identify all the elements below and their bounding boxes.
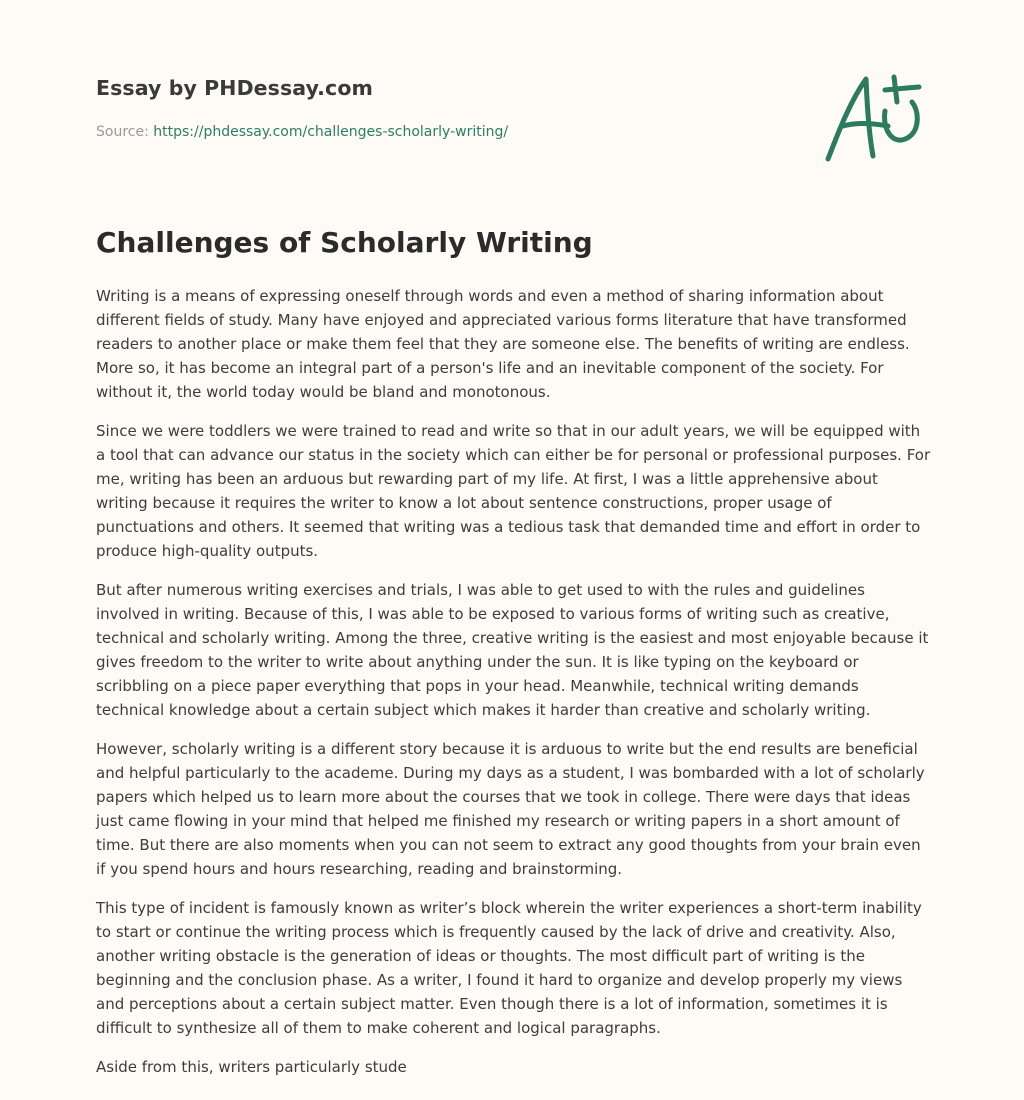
a-plus-logo-icon <box>823 68 927 164</box>
essay-paragraph: Writing is a means of expressing oneself through words and even a method of sharing information about different fields of study. Many have enjoyed and appreciated various forms literature that have transformed readers to another place or make them feel that they are someone else. The benefits of writing are endless. More so, it has become an integral part of a person's life and an inevitable component of the society. For without it, the world today would be bland and monotonous. <box>96 287 910 401</box>
essay-body <box>96 284 931 1094</box>
essay-paragraph: But after numerous writing exercises and trials, I was able to get used to with the rules and guidelines involved in writing. Because of this, I was able to be exposed to various forms of writing such as creative, technical and scholarly writing. Among the three, creative writing is the easiest and most enjoyable because it gives freedom to the writer to write about anything under the sun. It is like typing on the keyboard or scribbling on a piece paper everything that pops in your head. Meanwhile, technical writing demands technical knowledge about a certain subject which makes it harder than creative and scholarly writing. <box>96 581 929 719</box>
essay-brand: Essay by PHDessay.com <box>96 76 373 100</box>
essay-title: Challenges of Scholarly Writing <box>96 226 593 259</box>
essay-paragraph: Since we were toddlers we were trained to read and write so that in our adult years, we will be equipped with a tool that can advance our status in the society which can either be for personal or professional purposes. For me, writing has been an arduous but rewarding part of my life. At first, I was a little apprehensive about writing because it requires the writer to know a lot about sentence constructions, proper usage of punctuations and others. It seemed that writing was a tedious task that demanded time and effort in order to produce high-quality outputs. <box>96 422 931 560</box>
essay-paragraph: This type of incident is famously known as writer’s block wherein the writer experiences a short-term inability to start or continue the writing process which is frequently caused by the lack of drive and creativity. Also, another writing obstacle is the generation of ideas or thoughts. The most difficult part of writing is the beginning and the conclusion phase. As a writer, I found it hard to organize and develop properly my views and perceptions about a certain subject matter. Even though there is a lot of information, sometimes it is difficult to synthesize all of them to make coherent and logical paragraphs. <box>96 899 922 1037</box>
source-label: Source: <box>96 124 149 140</box>
essay-paragraph: However, scholarly writing is a different story because it is arduous to write but the end results are beneficial and helpful particularly to the academe. During my days as a student, I was bombarded with a lot of scholarly papers which helped us to learn more about the courses that we took in college. There were days that ideas just came flowing in your mind that helped me finished my research or writing papers in a short amount of time. But there are also moments when you can not seem to extract any good thoughts from your brain even if you spend hours and hours researching, reading and brainstorming. <box>96 740 925 878</box>
essay-paragraph: Aside from this, writers particularly stude <box>96 1058 407 1076</box>
source-line <box>96 124 508 140</box>
source-link[interactable]: https://phdessay.com/challenges-scholarly-writing/ <box>153 124 509 140</box>
essay-page <box>96 0 931 1100</box>
essay-header <box>96 0 931 190</box>
